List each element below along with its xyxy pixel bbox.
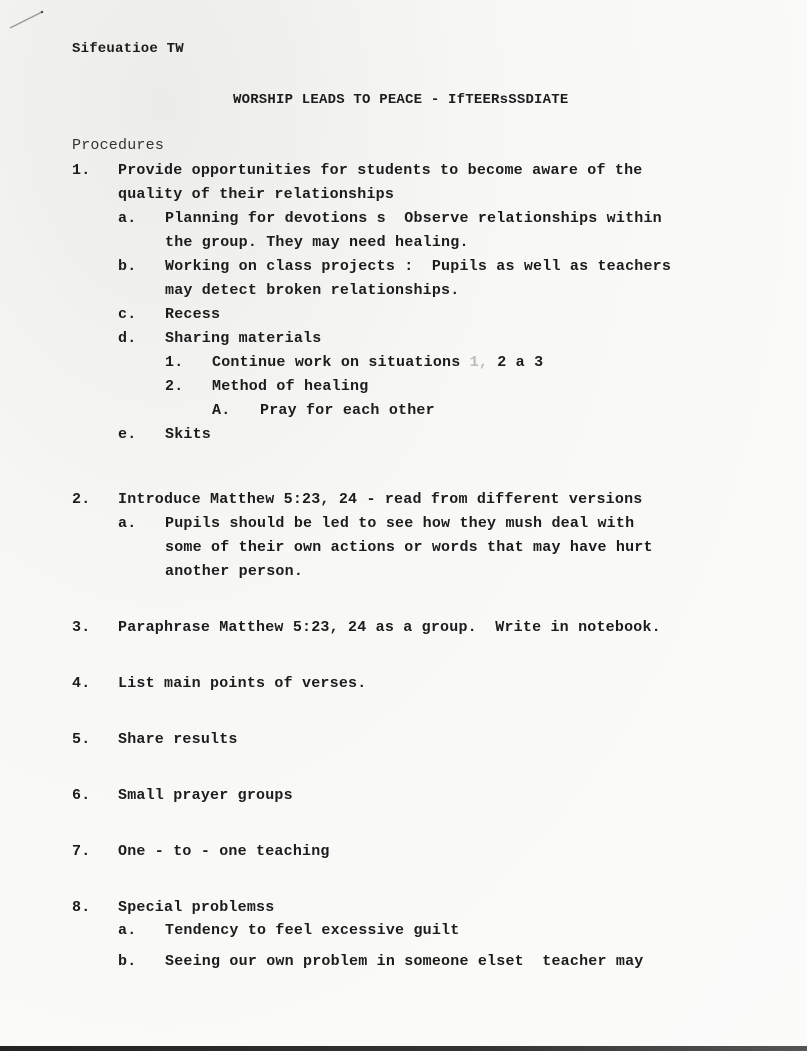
subitem-text: some of their own actions or words that may have hurt <box>165 539 653 556</box>
page-corner-fold-mark <box>8 8 48 38</box>
subsubitem-text-main: Continue work on situations <box>212 354 470 371</box>
document-header-label: Sifeuatioe TW <box>72 41 184 57</box>
subitem-label: a. <box>118 922 137 939</box>
subsubsubitem-label: A. <box>212 402 231 419</box>
section-heading-procedures: Procedures <box>72 137 165 154</box>
subitem-text: Planning for devotions s Observe relationships within <box>165 210 662 227</box>
item-number: 8. <box>72 899 91 916</box>
subitem-text: Pupils should be led to see how they mush deal with <box>165 515 635 532</box>
subsubitem-text-end: 2 a 3 <box>497 354 544 371</box>
item-text: Provide opportunities for students to become aware of the <box>118 162 643 179</box>
subsubitem-label: 2. <box>165 378 184 395</box>
subitem-text: Working on class projects : Pupils as well as teachers <box>165 258 672 275</box>
item-number: 2. <box>72 491 91 508</box>
item-text: Introduce Matthew 5:23, 24 - read from different versions <box>118 491 643 508</box>
subitem-text: the group. They may need healing. <box>165 234 469 251</box>
subsubitem-label: 1. <box>165 354 184 371</box>
item-text: Paraphrase Matthew 5:23, 24 as a group. Write in notebook. <box>118 619 661 636</box>
subitem-label: d. <box>118 330 137 347</box>
subitem-label: e. <box>118 426 137 443</box>
item-text: One - to - one teaching <box>118 843 330 860</box>
subsubitem-text: Method of healing <box>212 378 369 395</box>
item-number: 1. <box>72 162 91 179</box>
subitem-label: b. <box>118 953 137 970</box>
subsubsubitem-text: Pray for each other <box>260 402 435 419</box>
item-text: Small prayer groups <box>118 787 293 804</box>
item-number: 6. <box>72 787 91 804</box>
item-text: Special problemss <box>118 899 275 916</box>
subitem-text: Sharing materials <box>165 330 322 347</box>
subitem-text: may detect broken relationships. <box>165 282 460 299</box>
subsubitem-text-faint: 1, <box>469 354 498 371</box>
subitem-text: Seeing our own problem in someone elset teacher may <box>165 953 644 970</box>
item-number: 3. <box>72 619 91 636</box>
subitem-text: another person. <box>165 563 304 580</box>
item-text: Share results <box>118 731 238 748</box>
item-number: 4. <box>72 675 91 692</box>
subsubitem-text <box>212 354 543 372</box>
subitem-text: Tendency to feel excessive guilt <box>165 922 460 939</box>
scan-edge-bar <box>0 1046 807 1051</box>
subitem-text: Recess <box>165 306 221 323</box>
document-title: WORSHIP LEADS TO PEACE - IfTEERsSSDIATE <box>233 92 569 108</box>
item-text: quality of their relationships <box>118 186 395 203</box>
subitem-label: a. <box>118 515 137 532</box>
item-number: 5. <box>72 731 91 748</box>
subitem-text: Skits <box>165 426 212 443</box>
item-number: 7. <box>72 843 91 860</box>
item-text: List main points of verses. <box>118 675 367 692</box>
subitem-label: c. <box>118 306 137 323</box>
subitem-label: a. <box>118 210 137 227</box>
subitem-label: b. <box>118 258 137 275</box>
